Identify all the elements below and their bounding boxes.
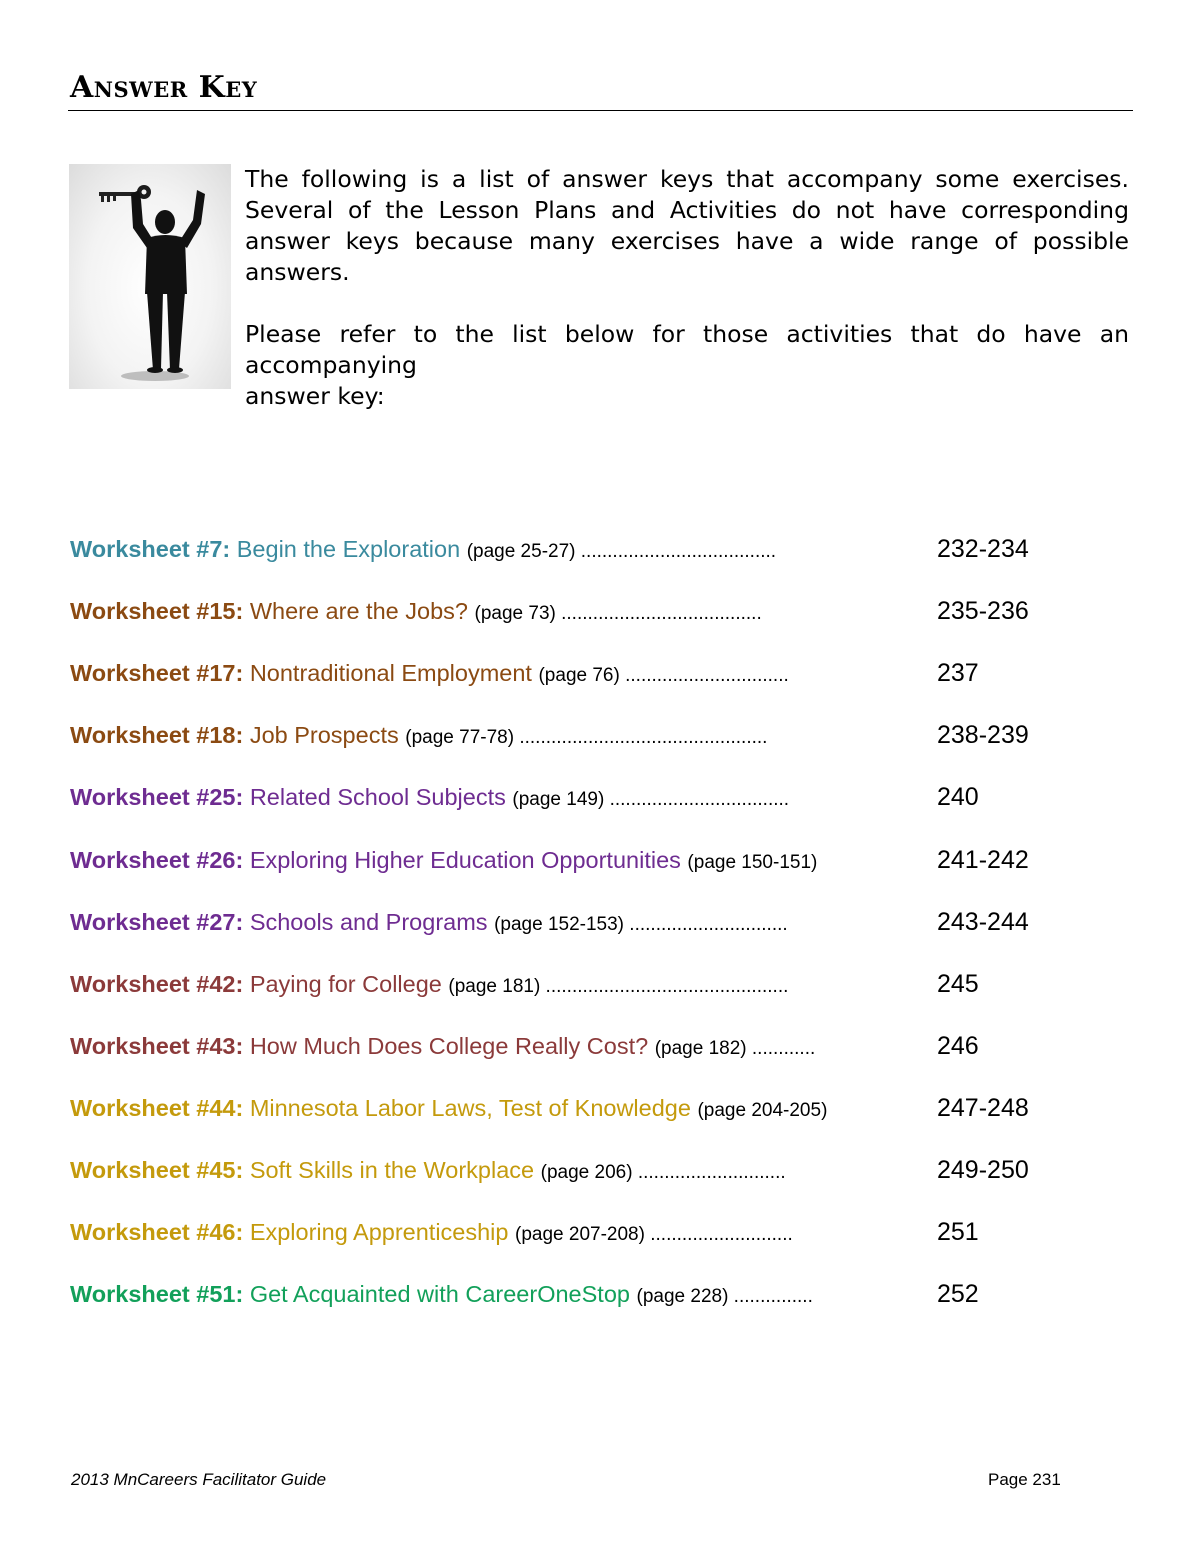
entry-description bbox=[70, 1033, 937, 1060]
worksheet-page-ref: (page 150-151) bbox=[687, 851, 818, 873]
worksheet-title: Soft Skills in the Workplace bbox=[249, 1157, 535, 1183]
answer-key-entry bbox=[70, 970, 1070, 1010]
answer-key-pages: 245 bbox=[937, 969, 979, 998]
worksheet-title: Minnesota Labor Laws, Test of Knowledge bbox=[249, 1094, 691, 1121]
answer-key-entry bbox=[70, 1218, 1070, 1258]
footer-guide-title: 2013 MnCareers Facilitator Guide bbox=[71, 1470, 327, 1489]
worksheet-page-ref: (page 228) bbox=[636, 1286, 729, 1308]
answer-key-entry bbox=[70, 846, 1070, 886]
leader-dots: ............... bbox=[728, 1286, 813, 1308]
worksheet-page-ref: (page 77-78) bbox=[405, 727, 515, 749]
worksheet-title: Job Prospects bbox=[249, 722, 399, 749]
worksheet-title: Get Acquainted with CareerOneStop bbox=[249, 1281, 630, 1308]
answer-key-pages: 235-236 bbox=[937, 597, 1029, 626]
worksheet-number: Worksheet #43: bbox=[70, 1032, 244, 1059]
entry-description bbox=[70, 1281, 937, 1308]
answer-key-entry bbox=[70, 535, 1070, 575]
intro-text bbox=[245, 164, 1129, 443]
worksheet-page-ref: (page 206) bbox=[540, 1162, 633, 1183]
answer-key-pages: 232-234 bbox=[937, 535, 1029, 563]
worksheet-page-ref: (page 149) bbox=[512, 789, 605, 811]
intro-paragraph-2 bbox=[245, 319, 1129, 412]
leader-dots: .............................. bbox=[624, 913, 788, 935]
worksheet-page-ref: (page 204-205) bbox=[697, 1099, 828, 1121]
entry-description bbox=[70, 1095, 937, 1122]
worksheet-page-ref: (page 182) bbox=[654, 1037, 747, 1059]
footer-page-number: Page 231 bbox=[988, 1470, 1061, 1489]
entry-description bbox=[70, 971, 937, 998]
answer-key-pages: 241-242 bbox=[937, 845, 1029, 874]
worksheet-number: Worksheet #18: bbox=[70, 722, 244, 749]
answer-key-entry bbox=[70, 597, 1070, 637]
worksheet-number: Worksheet #25: bbox=[70, 784, 244, 811]
answer-key-pages: 247-248 bbox=[937, 1093, 1029, 1122]
worksheet-title: Nontraditional Employment bbox=[249, 660, 532, 687]
worksheet-number: Worksheet #27: bbox=[70, 908, 244, 935]
intro-paragraph-2-text: Please refer to the list below for those activities that do have an accompanying bbox=[245, 320, 1129, 379]
leader-dots: ............................ bbox=[632, 1162, 786, 1183]
worksheet-number: Worksheet #51: bbox=[70, 1281, 244, 1308]
worksheet-number: Worksheet #44: bbox=[70, 1094, 244, 1121]
intro-paragraph-2-end: answer key: bbox=[245, 382, 385, 410]
worksheet-title: Paying for College bbox=[249, 970, 442, 997]
person-silhouette-icon bbox=[69, 164, 231, 389]
leader-dots: ............................... bbox=[619, 665, 789, 687]
leader-dots: .............................................. bbox=[540, 975, 789, 997]
worksheet-number: Worksheet #7: bbox=[70, 536, 231, 562]
worksheet-number: Worksheet #15: bbox=[70, 598, 244, 625]
entry-description bbox=[70, 722, 937, 749]
answer-key-pages: 252 bbox=[937, 1280, 979, 1309]
answer-key-entry bbox=[70, 659, 1070, 699]
leader-dots: ...................................... bbox=[555, 603, 762, 625]
worksheet-page-ref: (page 76) bbox=[538, 665, 620, 687]
entry-description bbox=[70, 909, 937, 936]
answer-key-entry bbox=[70, 783, 1070, 823]
worksheet-title: Exploring Apprenticeship bbox=[249, 1219, 509, 1246]
worksheet-page-ref: (page 25-27) bbox=[466, 541, 576, 562]
worksheet-title: How Much Does College Really Cost? bbox=[249, 1032, 649, 1059]
answer-key-entry bbox=[70, 1032, 1070, 1072]
answer-key-pages: 237 bbox=[937, 659, 979, 688]
person-holding-key-photo bbox=[69, 164, 231, 389]
worksheet-page-ref: (page 207-208) bbox=[515, 1224, 645, 1246]
entry-description bbox=[70, 660, 937, 687]
entry-description bbox=[70, 1157, 937, 1184]
entry-description bbox=[70, 847, 937, 874]
intro-paragraph-1: The following is a list of answer keys that accompany some exercises. Several of the Lesson Plans and Activities do not have corresponding answer keys because many exercises have a wide range of possible answers. bbox=[245, 165, 1129, 286]
answer-key-pages: 246 bbox=[937, 1031, 979, 1060]
answer-key-pages: 240 bbox=[937, 783, 979, 812]
worksheet-page-ref: (page 73) bbox=[474, 603, 556, 625]
worksheet-page-ref: (page 181) bbox=[448, 975, 541, 997]
entry-description bbox=[70, 536, 937, 563]
worksheet-title: Schools and Programs bbox=[249, 908, 488, 935]
worksheet-number: Worksheet #42: bbox=[70, 970, 244, 997]
entry-description bbox=[70, 784, 937, 811]
leader-dots: ............ bbox=[746, 1037, 816, 1059]
answer-key-pages: 251 bbox=[937, 1218, 979, 1247]
leader-dots: ..................................... bbox=[575, 541, 777, 562]
worksheet-title: Begin the Exploration bbox=[236, 536, 461, 562]
answer-key-pages: 243-244 bbox=[937, 907, 1029, 936]
answer-key-entry bbox=[70, 1094, 1070, 1134]
answer-key-entry bbox=[70, 1280, 1070, 1320]
entry-description bbox=[70, 598, 937, 625]
page-title: Answer Key bbox=[70, 70, 258, 105]
worksheet-title: Exploring Higher Education Opportunities bbox=[249, 846, 681, 873]
worksheet-page-ref: (page 152-153) bbox=[494, 913, 625, 935]
worksheet-title: Where are the Jobs? bbox=[249, 598, 468, 625]
worksheet-number: Worksheet #46: bbox=[70, 1219, 244, 1246]
answer-key-pages: 238-239 bbox=[937, 721, 1029, 750]
answer-key-entry bbox=[70, 721, 1070, 761]
worksheet-number: Worksheet #45: bbox=[70, 1157, 244, 1183]
leader-dots: ........................... bbox=[644, 1224, 793, 1246]
entry-description bbox=[70, 1219, 937, 1246]
worksheet-number: Worksheet #26: bbox=[70, 846, 244, 873]
title-rule bbox=[68, 110, 1133, 111]
answer-key-entry bbox=[70, 908, 1070, 948]
worksheet-number: Worksheet #17: bbox=[70, 660, 244, 687]
leader-dots: ............................................... bbox=[514, 727, 768, 749]
leader-dots: .................................. bbox=[604, 789, 790, 811]
answer-key-pages: 249-250 bbox=[937, 1156, 1029, 1184]
answer-key-entry bbox=[70, 1156, 1070, 1196]
worksheet-title: Related School Subjects bbox=[249, 784, 506, 811]
